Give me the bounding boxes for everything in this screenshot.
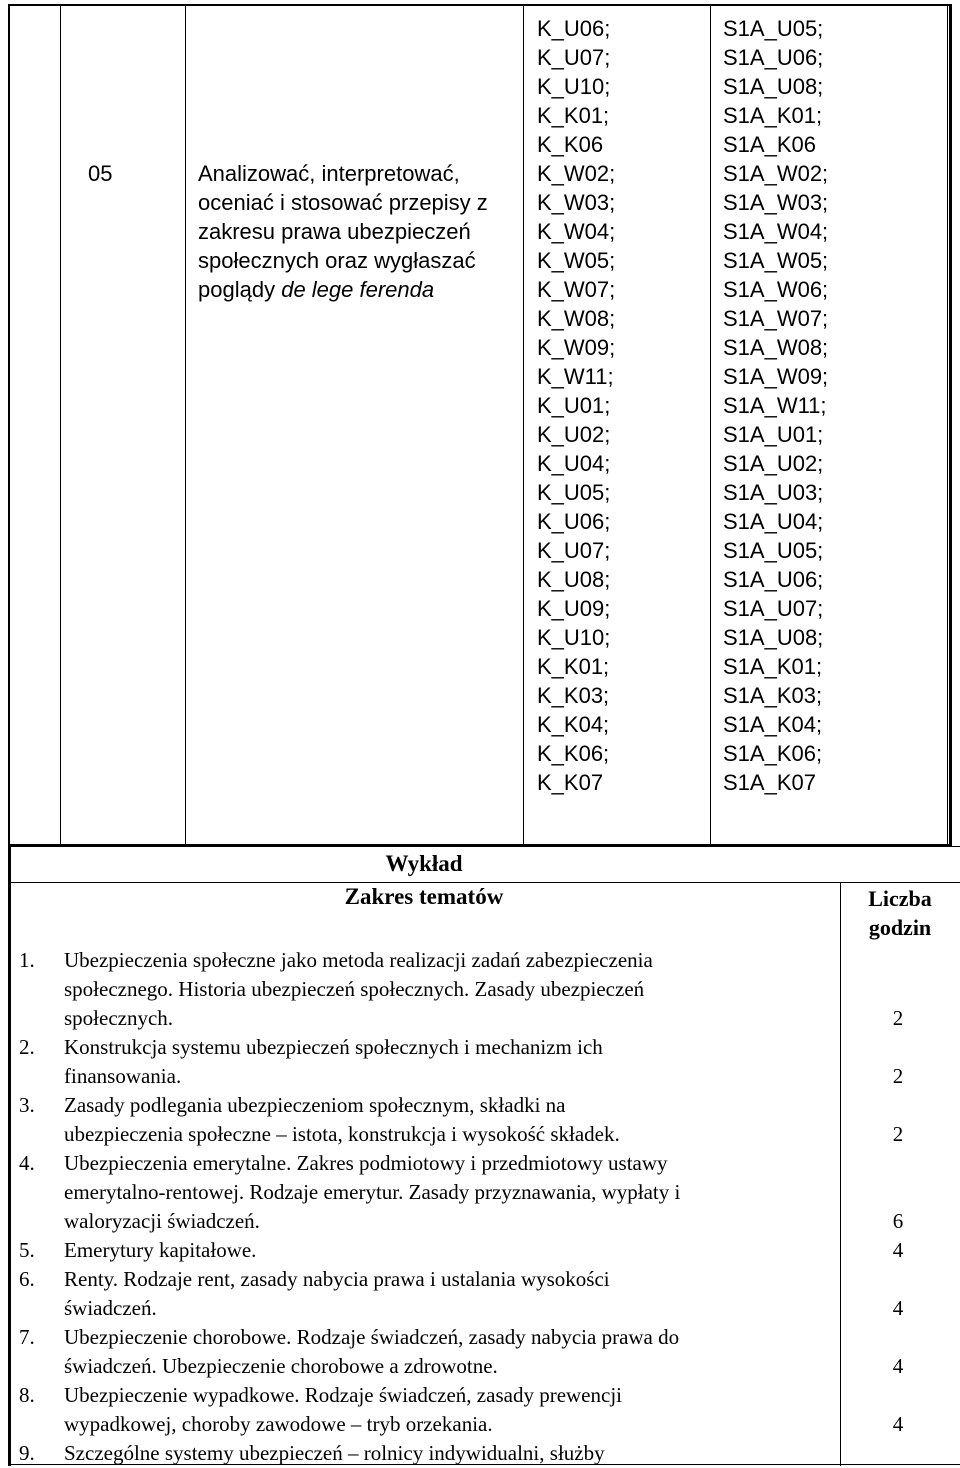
s-code: S1A_K03; bbox=[723, 683, 823, 708]
k-code: K_U07; bbox=[537, 45, 611, 70]
s-code: S1A_W04; bbox=[723, 219, 829, 244]
topic-item bbox=[19, 1033, 814, 1091]
topic-number: 6. bbox=[19, 1267, 35, 1291]
k-code: K_U08; bbox=[537, 567, 611, 592]
k-code: K_W11; bbox=[537, 364, 614, 389]
outcome-italic-text: de lege ferenda bbox=[281, 277, 435, 302]
k-code: K_K03; bbox=[537, 683, 610, 708]
topic-item bbox=[19, 1323, 814, 1381]
topic-number: 7. bbox=[19, 1325, 35, 1349]
topic-hours: 6 bbox=[892, 1209, 904, 1233]
s-code: S1A_U07; bbox=[723, 596, 824, 621]
k-code: K_U07; bbox=[537, 538, 611, 563]
topic-text-line: społecznych. bbox=[64, 1006, 174, 1030]
s-code: S1A_K01; bbox=[723, 103, 823, 128]
outcome-text: Analizować, interpretować, oceniać i stosować przepisy z zakresu prawa ubezpieczeń społecznych oraz wygłaszać poglądy bbox=[198, 161, 488, 302]
topic-hours: 4 bbox=[892, 1354, 904, 1378]
header-divider bbox=[8, 882, 960, 883]
topic-hours: 4 bbox=[892, 1296, 904, 1320]
topic-text-line: Emerytury kapitałowe. bbox=[64, 1238, 257, 1262]
lecture-topics-table bbox=[8, 846, 960, 1466]
topic-number: 1. bbox=[19, 948, 35, 972]
hours-column-divider bbox=[840, 882, 841, 1466]
s-code: S1A_W07; bbox=[723, 306, 829, 331]
s-code: S1A_W02; bbox=[723, 161, 829, 186]
s-code: S1A_U08; bbox=[723, 625, 824, 650]
topic-item bbox=[19, 1236, 814, 1265]
k-code: K_K01; bbox=[537, 654, 610, 679]
column-divider bbox=[185, 6, 186, 844]
k-code: K_K06 bbox=[537, 132, 604, 157]
topic-text-line: świadczeń. bbox=[64, 1296, 157, 1320]
s-code: S1A_U06; bbox=[723, 45, 824, 70]
topic-text-line: Zasady podlegania ubezpieczeniom społecznym, składki na bbox=[64, 1093, 566, 1117]
column-divider bbox=[710, 6, 711, 844]
s-code: S1A_U04; bbox=[723, 509, 824, 534]
k-code: K_K04; bbox=[537, 712, 610, 737]
s-code: S1A_K06 bbox=[723, 132, 816, 157]
hours-header-line2: godzin bbox=[868, 915, 932, 940]
topic-hours: 4 bbox=[892, 1238, 904, 1262]
topic-hours: 2 bbox=[892, 1064, 904, 1088]
topic-text-line: finansowania. bbox=[64, 1064, 182, 1088]
s-code: S1A_U05; bbox=[723, 538, 824, 563]
k-code: K_K06; bbox=[537, 741, 610, 766]
section-title: Wykład bbox=[385, 851, 463, 876]
k-code: K_U06; bbox=[537, 16, 611, 41]
k-code: K_W02; bbox=[537, 161, 616, 186]
k-code: K_W03; bbox=[537, 190, 616, 215]
topic-number: 9. bbox=[19, 1441, 35, 1465]
k-code: K_U02; bbox=[537, 422, 611, 447]
k-code: K_W04; bbox=[537, 219, 616, 244]
k-code: K_W09; bbox=[537, 335, 616, 360]
s-code: S1A_U02; bbox=[723, 451, 824, 476]
table-top-border bbox=[8, 846, 960, 847]
topic-text-line: Konstrukcja systemu ubezpieczeń społecznych i mechanizm ich bbox=[64, 1035, 603, 1059]
s-code: S1A_K07 bbox=[723, 770, 816, 795]
s-code: S1A_U06; bbox=[723, 567, 824, 592]
k-code: K_K07 bbox=[537, 770, 604, 795]
s-code: S1A_K06; bbox=[723, 741, 823, 766]
field-outcome-codes bbox=[537, 14, 615, 797]
s-code: S1A_U08; bbox=[723, 74, 824, 99]
topic-item bbox=[19, 1381, 814, 1439]
s-code: S1A_K01; bbox=[723, 654, 823, 679]
k-code: K_U10; bbox=[537, 74, 611, 99]
topic-hours: 2 bbox=[892, 1122, 904, 1146]
topic-number: 4. bbox=[19, 1151, 35, 1175]
s-code: S1A_K04; bbox=[723, 712, 823, 737]
s-code: S1A_W09; bbox=[723, 364, 829, 389]
topic-text-line: Ubezpieczenia emerytalne. Zakres podmiotowy i przedmiotowy ustawy bbox=[64, 1151, 668, 1175]
s-code: S1A_U05; bbox=[723, 16, 824, 41]
k-code: K_U06; bbox=[537, 509, 611, 534]
topic-text-line: emerytalno-rentowej. Rodzaje emerytur. Zasady przyznawania, wypłaty i bbox=[64, 1180, 681, 1204]
s-code: S1A_W08; bbox=[723, 335, 829, 360]
topic-item bbox=[19, 946, 814, 1033]
topic-number: 2. bbox=[19, 1035, 35, 1059]
area-outcome-codes bbox=[723, 14, 828, 797]
topic-hours: 4 bbox=[892, 1412, 904, 1436]
k-code: K_U05; bbox=[537, 480, 611, 505]
s-code: S1A_W06; bbox=[723, 277, 829, 302]
topic-text-line: społecznego. Historia ubezpieczeń społecznych. Zasady ubezpieczeń bbox=[64, 977, 645, 1001]
k-code: K_U10; bbox=[537, 625, 611, 650]
learning-outcome-table bbox=[8, 4, 952, 846]
column-divider bbox=[523, 6, 524, 844]
topic-hours: 2 bbox=[892, 1006, 904, 1030]
s-code: S1A_W11; bbox=[723, 393, 827, 418]
row-number: 05 bbox=[88, 161, 113, 186]
s-code: S1A_W03; bbox=[723, 190, 829, 215]
column-divider bbox=[60, 6, 61, 844]
column-divider bbox=[947, 6, 948, 844]
s-code: S1A_W05; bbox=[723, 248, 829, 273]
topic-text-line: świadczeń. Ubezpieczenie chorobowe a zdrowotne. bbox=[64, 1354, 498, 1378]
topic-text-line: Renty. Rodzaje rent, zasady nabycia prawa i ustalania wysokości bbox=[64, 1267, 610, 1291]
s-code: S1A_U03; bbox=[723, 480, 824, 505]
topic-text-line: Ubezpieczenie wypadkowe. Rodzaje świadczeń, zasady prewencji bbox=[64, 1383, 622, 1407]
topic-item bbox=[19, 1091, 814, 1149]
topic-text-line: Ubezpieczenia społeczne jako metoda realizacji zadań zabezpieczenia bbox=[64, 948, 653, 972]
k-code: K_W07; bbox=[537, 277, 616, 302]
topic-item bbox=[19, 1265, 814, 1323]
hours-header bbox=[842, 884, 958, 942]
topic-text-line: Szczególne systemy ubezpieczeń – rolnicy indywidualni, służby bbox=[64, 1441, 605, 1465]
k-code: K_U09; bbox=[537, 596, 611, 621]
k-code: K_W08; bbox=[537, 306, 616, 331]
s-code: S1A_U01; bbox=[723, 422, 824, 447]
topic-text-line: wypadkowej, choroby zawodowe – tryb orzekania. bbox=[64, 1412, 493, 1436]
topic-item bbox=[19, 1439, 814, 1468]
topic-item bbox=[19, 1149, 814, 1236]
k-code: K_W05; bbox=[537, 248, 616, 273]
topic-number: 3. bbox=[19, 1093, 35, 1117]
topic-text-line: waloryzacji świadczeń. bbox=[64, 1209, 260, 1233]
k-code: K_K01; bbox=[537, 103, 610, 128]
topic-text-line: ubezpieczenia społeczne – istota, konstrukcja i wysokość składek. bbox=[64, 1122, 620, 1146]
topic-number: 8. bbox=[19, 1383, 35, 1407]
topic-text-line: Ubezpieczenie chorobowe. Rodzaje świadczeń, zasady nabycia prawa do bbox=[64, 1325, 680, 1349]
topics-header: Zakres tematów bbox=[344, 884, 504, 909]
k-code: K_U01; bbox=[537, 393, 611, 418]
topic-number: 5. bbox=[19, 1238, 35, 1262]
learning-outcome-description bbox=[198, 159, 528, 304]
k-code: K_U04; bbox=[537, 451, 611, 476]
hours-header-line1: Liczba bbox=[868, 886, 932, 911]
